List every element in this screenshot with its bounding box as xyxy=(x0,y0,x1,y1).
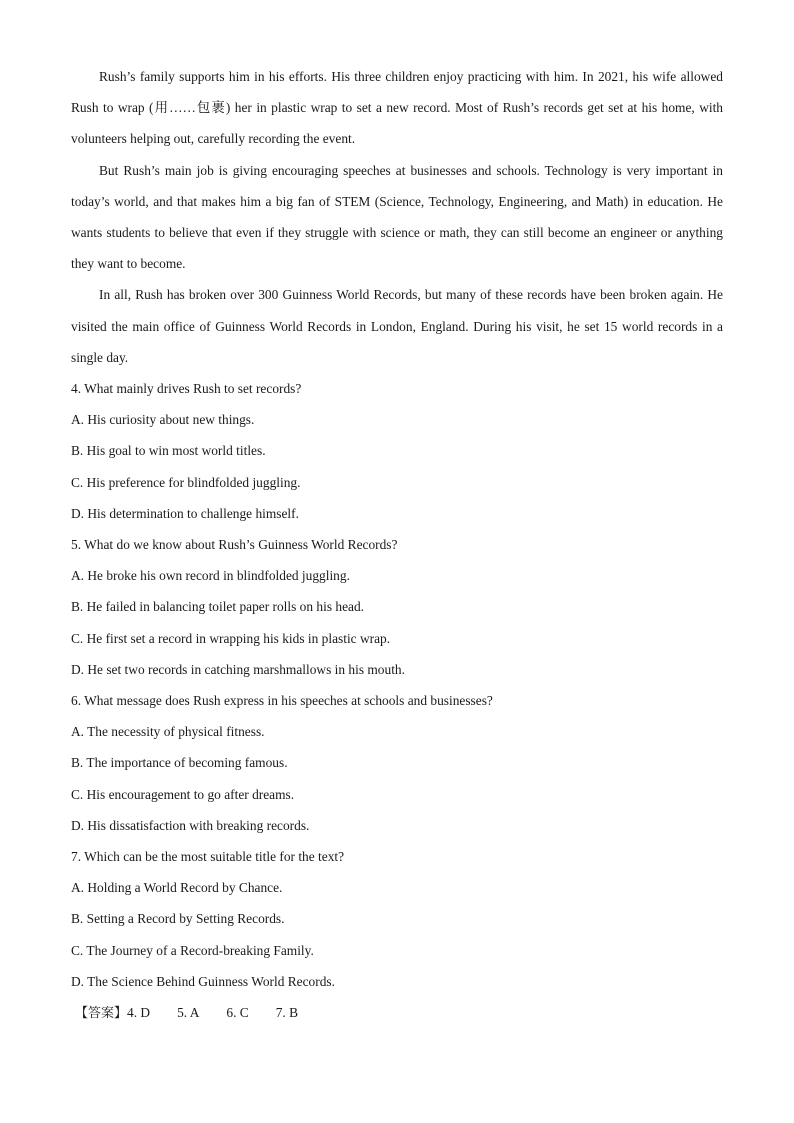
answer-key xyxy=(75,997,723,1029)
question-6-option-a: A. The necessity of physical fitness. xyxy=(71,724,265,740)
question-5 xyxy=(71,529,723,685)
question-4 xyxy=(71,373,723,529)
question-5-stem: 5. What do we know about Rush’s Guinness World Records? xyxy=(71,537,398,553)
question-4-option-d: D. His determination to challenge himself. xyxy=(71,505,299,521)
question-6-option-c: C. His encouragement to go after dreams. xyxy=(71,786,295,802)
answer-item: 6. C xyxy=(226,1005,249,1021)
question-4-stem: 4. What mainly drives Rush to set records? xyxy=(71,381,302,397)
document-page xyxy=(71,61,723,1029)
answer-item: 7. B xyxy=(275,1005,299,1021)
question-7-option-a: A. Holding a World Record by Chance. xyxy=(71,880,283,896)
question-5-option-a: A. He broke his own record in blindfolded juggling. xyxy=(71,568,350,584)
question-5-option-b: B. He failed in balancing toilet paper rolls on his head. xyxy=(71,599,365,615)
passage-paragraph-2: But Rush’s main job is giving encouraging speeches at businesses and schools. Technology is very important in today’s world, and that makes him a big fan of STEM (Science, Technology, Engineering, and Math) in education. He wants students to believe that even if they struggle with science or math, they can still become an engineer or anything they want to become. xyxy=(71,162,723,272)
question-7-option-d: D. The Science Behind Guinness World Records. xyxy=(71,973,335,989)
question-4-option-b: B. His goal to win most world titles. xyxy=(71,443,266,459)
question-5-option-c: C. He first set a record in wrapping his kids in plastic wrap. xyxy=(71,630,391,646)
question-4-option-a: A. His curiosity about new things. xyxy=(71,412,255,428)
question-6 xyxy=(71,685,723,841)
answer-item: 5. A xyxy=(177,1005,200,1021)
question-7-stem: 7. Which can be the most suitable title for the text? xyxy=(71,849,345,865)
answer-label: 【答案】 xyxy=(75,1006,128,1022)
question-7-option-c: C. The Journey of a Record-breaking Family. xyxy=(71,942,314,958)
question-6-option-b: B. The importance of becoming famous. xyxy=(71,755,288,771)
question-6-stem: 6. What message does Rush express in his speeches at schools and businesses? xyxy=(71,693,493,709)
question-7-option-b: B. Setting a Record by Setting Records. xyxy=(71,911,285,927)
answer-item: 4. D xyxy=(127,1005,151,1021)
passage-paragraph-3: In all, Rush has broken over 300 Guinness World Records, but many of these records have been broken again. He visited the main office of Guinness World Records in London, England. During his visit, he set 15 world records in a single day. xyxy=(71,287,723,365)
question-6-option-d: D. His dissatisfaction with breaking records. xyxy=(71,817,310,833)
question-5-option-d: D. He set two records in catching marshmallows in his mouth. xyxy=(71,661,405,677)
question-7 xyxy=(71,841,723,997)
passage-paragraph-1: Rush’s family supports him in his efforts. His three children enjoy practicing with him. In 2021, his wife allowed Rush to wrap (用……包裹) her in plastic wrap to set a new record. Most of Rush’s records get set at his home, with volunteers helping out, carefully recording the event. xyxy=(71,69,723,147)
question-4-option-c: C. His preference for blindfolded juggling. xyxy=(71,474,301,490)
